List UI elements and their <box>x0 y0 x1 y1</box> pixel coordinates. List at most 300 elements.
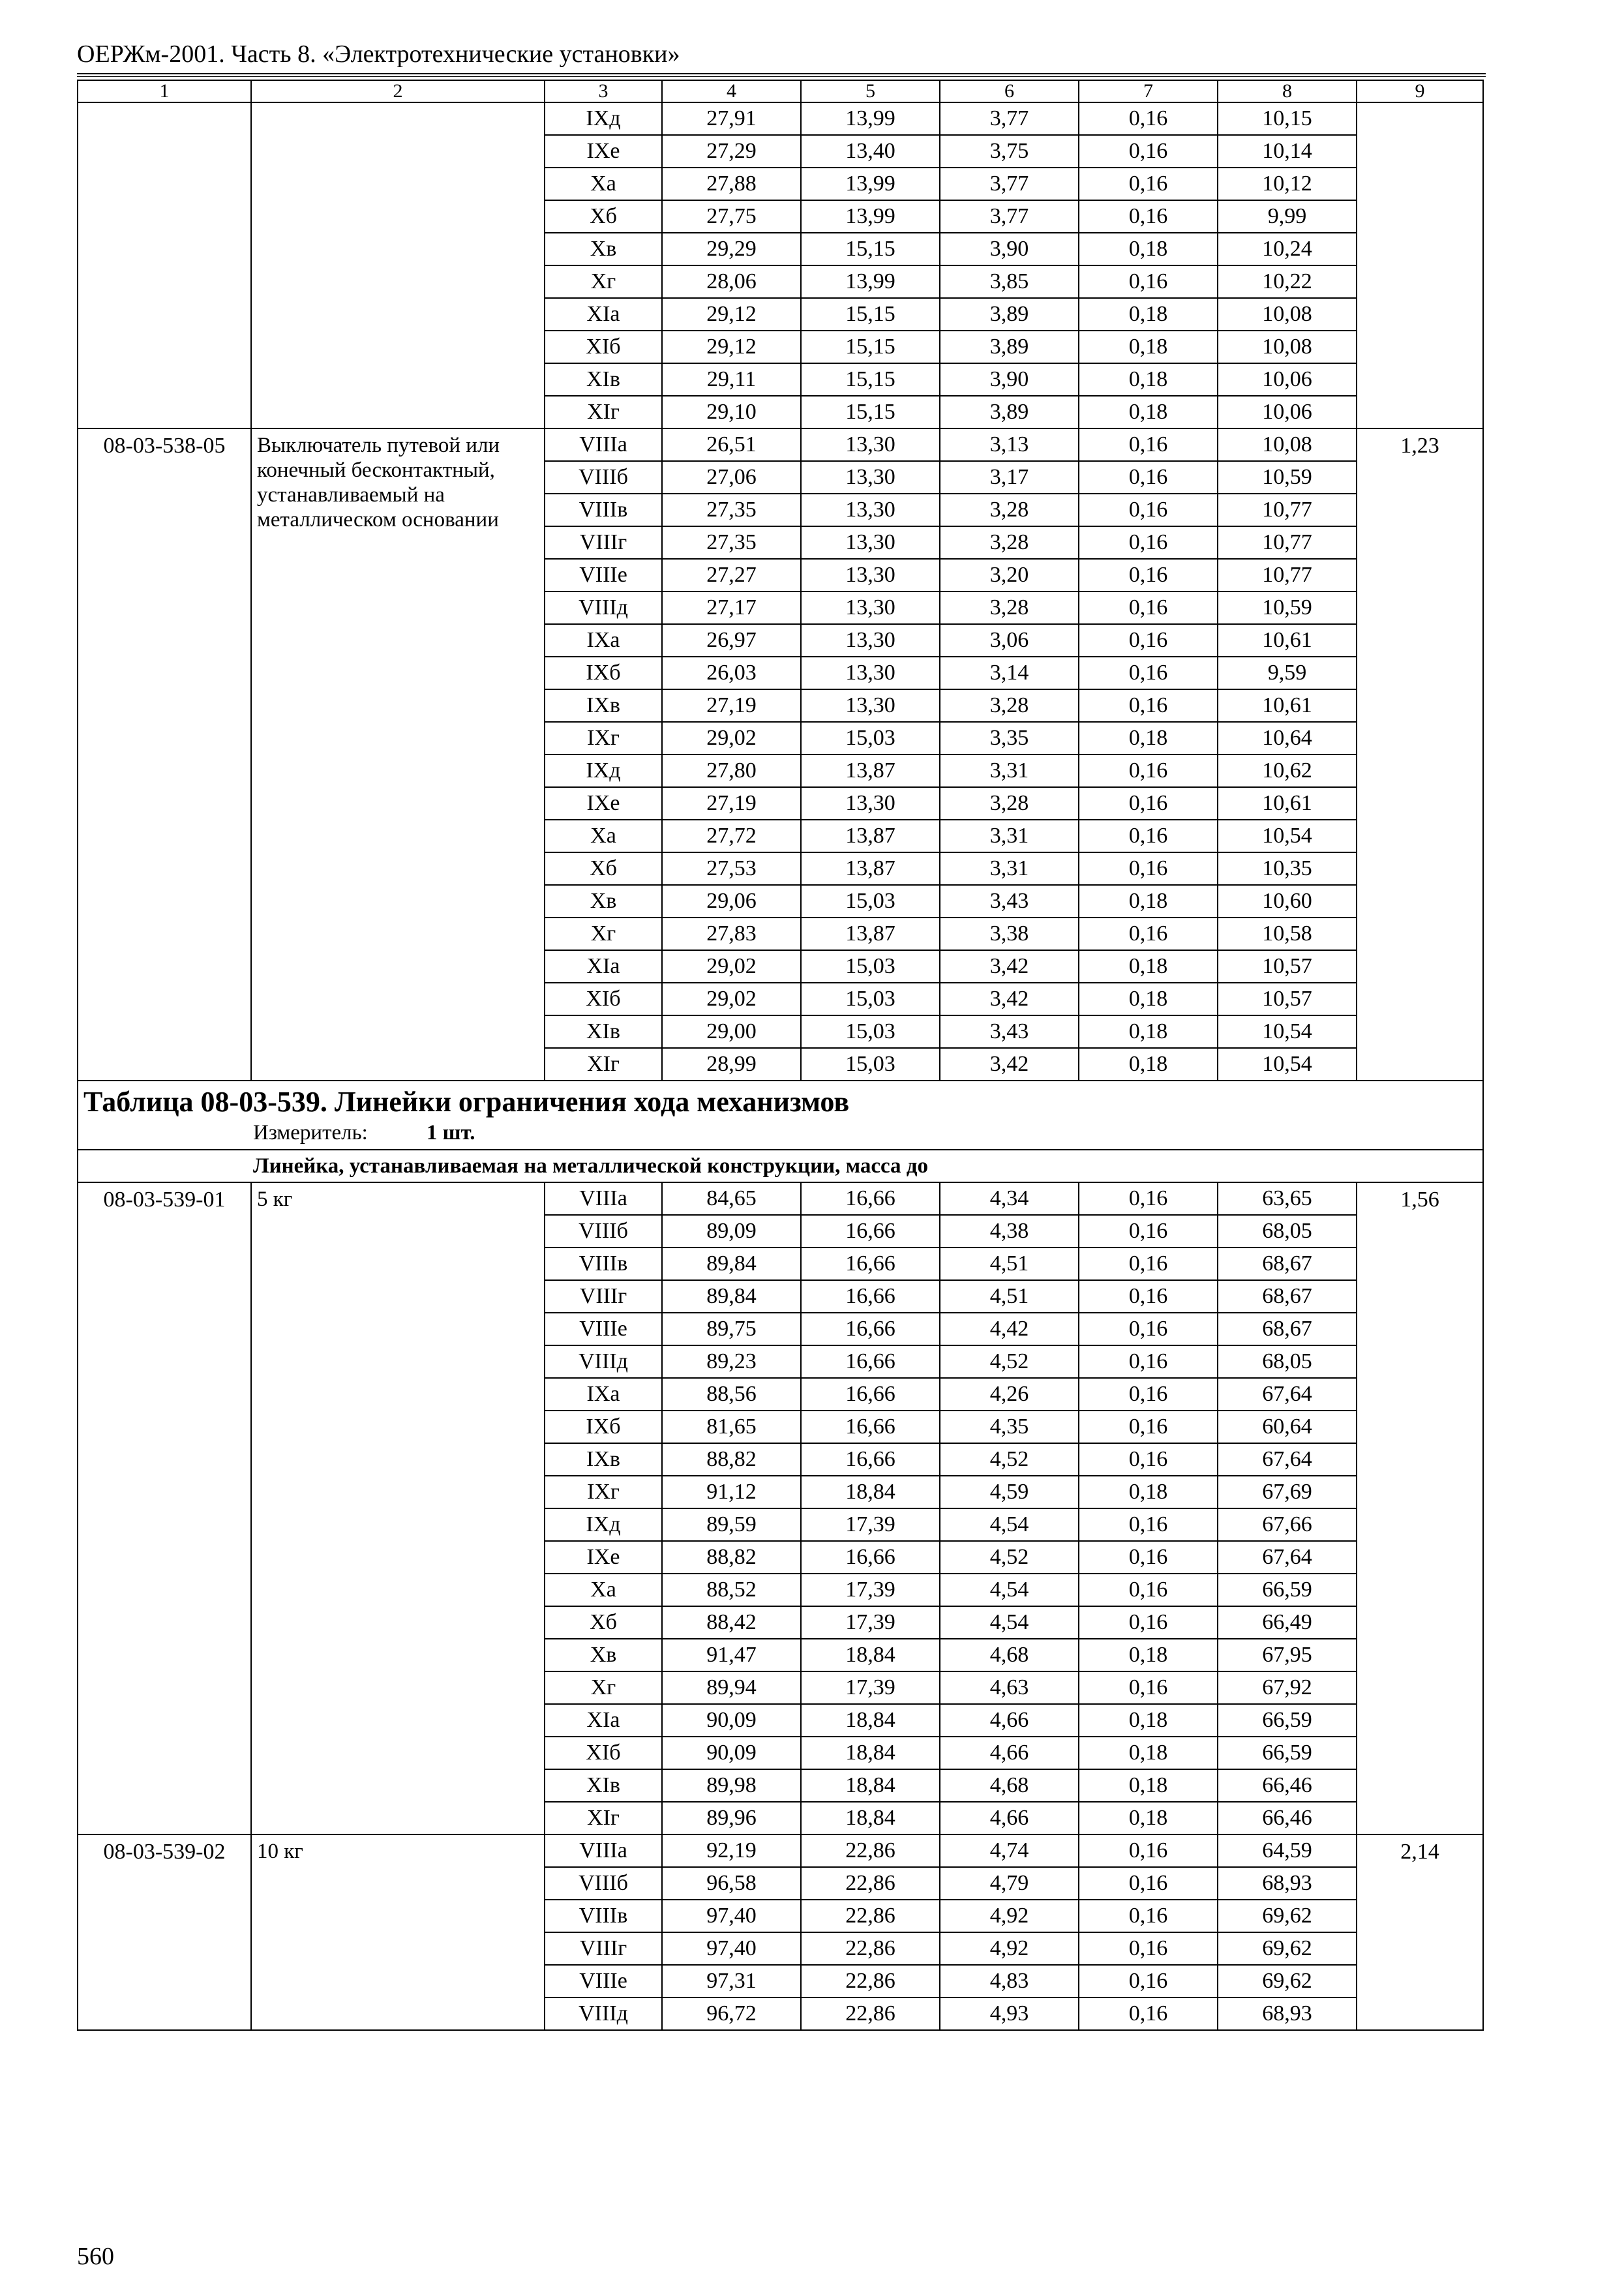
value-cell: 0,16 <box>1079 1965 1218 1997</box>
column-number: 2 <box>251 80 545 102</box>
zone-cell: XIг <box>545 1048 662 1081</box>
zone-cell: VIIIд <box>545 1997 662 2030</box>
zone-cell: Xг <box>545 918 662 950</box>
zone-cell: VIIIб <box>545 1215 662 1248</box>
value-cell: 17,39 <box>801 1508 940 1541</box>
value-cell: 16,66 <box>801 1411 940 1443</box>
value-cell: 15,03 <box>801 1015 940 1048</box>
value-cell: 10,14 <box>1218 135 1357 168</box>
column-number-row <box>78 80 1483 102</box>
value-cell: 0,16 <box>1079 1900 1218 1932</box>
zone-cell: Xa <box>545 168 662 200</box>
value-cell: 0,16 <box>1079 1215 1218 1248</box>
value-cell: 3,85 <box>940 265 1079 298</box>
value-cell: 16,66 <box>801 1443 940 1476</box>
subheading: Линейка, устанавливаемая на металлической конструкции, масса до <box>78 1150 1483 1182</box>
zone-cell: IXг <box>545 1476 662 1508</box>
value-cell: 4,66 <box>940 1704 1079 1737</box>
value-cell: 0,16 <box>1079 526 1218 559</box>
zone-cell: IXд <box>545 1508 662 1541</box>
value-cell: 0,16 <box>1079 265 1218 298</box>
zone-cell: XIб <box>545 983 662 1015</box>
zone-cell: XIб <box>545 331 662 363</box>
col9-value: 1,23 <box>1357 428 1483 1081</box>
section-header-row <box>78 1081 1483 1150</box>
column-number: 6 <box>940 80 1079 102</box>
value-cell: 0,16 <box>1079 1834 1218 1867</box>
value-cell: 88,42 <box>662 1606 801 1639</box>
value-cell: 0,18 <box>1079 1737 1218 1769</box>
value-cell: 0,18 <box>1079 331 1218 363</box>
zone-cell: VIIIг <box>545 1932 662 1965</box>
zone-cell: VIIIa <box>545 428 662 461</box>
zone-cell: XIв <box>545 1769 662 1802</box>
value-cell: 4,38 <box>940 1215 1079 1248</box>
zone-cell: IXд <box>545 102 662 135</box>
value-cell: 68,93 <box>1218 1867 1357 1900</box>
value-cell: 15,15 <box>801 363 940 396</box>
value-cell: 22,86 <box>801 1965 940 1997</box>
value-cell: 3,14 <box>940 657 1079 689</box>
value-cell: 0,16 <box>1079 755 1218 787</box>
value-cell: 3,38 <box>940 918 1079 950</box>
value-cell: 15,03 <box>801 983 940 1015</box>
value-cell: 66,59 <box>1218 1574 1357 1606</box>
value-cell: 10,08 <box>1218 428 1357 461</box>
value-cell: 3,89 <box>940 331 1079 363</box>
table-row <box>78 428 1483 461</box>
value-cell: 0,18 <box>1079 1769 1218 1802</box>
value-cell: 67,66 <box>1218 1508 1357 1541</box>
value-cell: 15,03 <box>801 1048 940 1081</box>
column-number: 8 <box>1218 80 1357 102</box>
value-cell: 89,23 <box>662 1345 801 1378</box>
item-code: 08-03-539-01 <box>78 1182 251 1834</box>
zone-cell: XIг <box>545 1802 662 1834</box>
value-cell: 4,59 <box>940 1476 1079 1508</box>
value-cell: 10,59 <box>1218 591 1357 624</box>
value-cell: 3,28 <box>940 494 1079 526</box>
zone-cell: Xв <box>545 1639 662 1671</box>
column-number: 1 <box>78 80 251 102</box>
value-cell: 0,16 <box>1079 1248 1218 1280</box>
rates-table <box>77 80 1484 2031</box>
zone-cell: IXe <box>545 1541 662 1574</box>
value-cell: 13,30 <box>801 689 940 722</box>
value-cell: 3,77 <box>940 168 1079 200</box>
value-cell: 16,66 <box>801 1182 940 1215</box>
value-cell: 0,16 <box>1079 200 1218 233</box>
zone-cell: IXг <box>545 722 662 755</box>
value-cell: 96,58 <box>662 1867 801 1900</box>
value-cell: 89,96 <box>662 1802 801 1834</box>
value-cell: 10,57 <box>1218 983 1357 1015</box>
value-cell: 3,42 <box>940 1048 1079 1081</box>
value-cell: 3,28 <box>940 591 1079 624</box>
subheading-row <box>78 1150 1483 1182</box>
value-cell: 4,68 <box>940 1639 1079 1671</box>
column-number: 5 <box>801 80 940 102</box>
value-cell: 16,66 <box>801 1541 940 1574</box>
value-cell: 29,10 <box>662 396 801 428</box>
value-cell: 0,16 <box>1079 918 1218 950</box>
value-cell: 88,52 <box>662 1574 801 1606</box>
zone-cell: Xв <box>545 885 662 918</box>
zone-cell: IXв <box>545 1443 662 1476</box>
value-cell: 0,16 <box>1079 591 1218 624</box>
zone-cell: XIa <box>545 1704 662 1737</box>
page-header <box>77 39 1486 77</box>
zone-cell: Xб <box>545 852 662 885</box>
value-cell: 91,47 <box>662 1639 801 1671</box>
value-cell: 29,00 <box>662 1015 801 1048</box>
value-cell: 66,59 <box>1218 1704 1357 1737</box>
value-cell: 27,75 <box>662 200 801 233</box>
zone-cell: VIIIa <box>545 1834 662 1867</box>
value-cell: 66,46 <box>1218 1769 1357 1802</box>
value-cell: 27,19 <box>662 787 801 820</box>
zone-cell: VIIIв <box>545 494 662 526</box>
value-cell: 88,56 <box>662 1378 801 1411</box>
value-cell: 29,02 <box>662 983 801 1015</box>
value-cell: 0,16 <box>1079 461 1218 494</box>
value-cell: 29,12 <box>662 331 801 363</box>
value-cell: 92,19 <box>662 1834 801 1867</box>
value-cell: 28,06 <box>662 265 801 298</box>
zone-cell: VIIIд <box>545 591 662 624</box>
value-cell: 4,52 <box>940 1541 1079 1574</box>
value-cell: 68,67 <box>1218 1248 1357 1280</box>
value-cell: 27,35 <box>662 494 801 526</box>
value-cell: 88,82 <box>662 1541 801 1574</box>
table-row <box>78 1834 1483 1867</box>
zone-cell: Xб <box>545 1606 662 1639</box>
value-cell: 69,62 <box>1218 1965 1357 1997</box>
value-cell: 29,29 <box>662 233 801 265</box>
value-cell: 4,52 <box>940 1345 1079 1378</box>
value-cell: 10,54 <box>1218 1048 1357 1081</box>
value-cell: 17,39 <box>801 1606 940 1639</box>
value-cell: 10,15 <box>1218 102 1357 135</box>
zone-cell: VIIIб <box>545 461 662 494</box>
value-cell: 27,35 <box>662 526 801 559</box>
value-cell: 3,28 <box>940 526 1079 559</box>
value-cell: 0,16 <box>1079 1541 1218 1574</box>
value-cell: 0,16 <box>1079 1932 1218 1965</box>
value-cell: 4,66 <box>940 1737 1079 1769</box>
zone-cell: XIa <box>545 298 662 331</box>
value-cell: 0,18 <box>1079 885 1218 918</box>
value-cell: 15,03 <box>801 950 940 983</box>
value-cell: 13,40 <box>801 135 940 168</box>
value-cell: 0,16 <box>1079 428 1218 461</box>
value-cell: 67,69 <box>1218 1476 1357 1508</box>
value-cell: 0,16 <box>1079 135 1218 168</box>
value-cell: 0,18 <box>1079 363 1218 396</box>
value-cell: 64,59 <box>1218 1834 1357 1867</box>
value-cell: 0,18 <box>1079 233 1218 265</box>
value-cell: 63,65 <box>1218 1182 1357 1215</box>
column-number: 7 <box>1079 80 1218 102</box>
zone-cell: VIIIe <box>545 1965 662 1997</box>
value-cell: 13,30 <box>801 461 940 494</box>
value-cell: 89,84 <box>662 1248 801 1280</box>
header-rule <box>77 73 1486 74</box>
value-cell: 4,42 <box>940 1313 1079 1345</box>
value-cell: 3,89 <box>940 298 1079 331</box>
measure-value: 1 шт. <box>426 1121 475 1144</box>
value-cell: 0,18 <box>1079 722 1218 755</box>
value-cell: 27,72 <box>662 820 801 852</box>
value-cell: 29,11 <box>662 363 801 396</box>
header-rule-thin <box>77 76 1486 77</box>
value-cell: 13,87 <box>801 820 940 852</box>
value-cell: 4,63 <box>940 1671 1079 1704</box>
item-code <box>78 102 251 428</box>
value-cell: 22,86 <box>801 1932 940 1965</box>
value-cell: 97,40 <box>662 1900 801 1932</box>
value-cell: 0,16 <box>1079 1574 1218 1606</box>
value-cell: 97,31 <box>662 1965 801 1997</box>
value-cell: 0,18 <box>1079 396 1218 428</box>
value-cell: 18,84 <box>801 1639 940 1671</box>
value-cell: 89,09 <box>662 1215 801 1248</box>
value-cell: 22,86 <box>801 1997 940 2030</box>
value-cell: 15,03 <box>801 885 940 918</box>
value-cell: 16,66 <box>801 1378 940 1411</box>
value-cell: 0,16 <box>1079 1280 1218 1313</box>
value-cell: 0,16 <box>1079 1997 1218 2030</box>
value-cell: 3,31 <box>940 820 1079 852</box>
value-cell: 67,64 <box>1218 1541 1357 1574</box>
value-cell: 4,68 <box>940 1769 1079 1802</box>
value-cell: 69,62 <box>1218 1900 1357 1932</box>
value-cell: 10,61 <box>1218 787 1357 820</box>
zone-cell: VIIIв <box>545 1248 662 1280</box>
value-cell: 13,30 <box>801 591 940 624</box>
value-cell: 3,77 <box>940 102 1079 135</box>
value-cell: 4,26 <box>940 1378 1079 1411</box>
value-cell: 16,66 <box>801 1248 940 1280</box>
value-cell: 13,99 <box>801 168 940 200</box>
zone-cell: IXe <box>545 787 662 820</box>
value-cell: 26,03 <box>662 657 801 689</box>
value-cell: 4,92 <box>940 1932 1079 1965</box>
value-cell: 3,31 <box>940 852 1079 885</box>
value-cell: 4,35 <box>940 1411 1079 1443</box>
value-cell: 3,43 <box>940 1015 1079 1048</box>
value-cell: 66,59 <box>1218 1737 1357 1769</box>
value-cell: 29,12 <box>662 298 801 331</box>
value-cell: 0,18 <box>1079 1015 1218 1048</box>
zone-cell: VIIIб <box>545 1867 662 1900</box>
value-cell: 69,62 <box>1218 1932 1357 1965</box>
value-cell: 10,12 <box>1218 168 1357 200</box>
value-cell: 27,91 <box>662 102 801 135</box>
value-cell: 10,62 <box>1218 755 1357 787</box>
value-cell: 15,15 <box>801 396 940 428</box>
value-cell: 15,15 <box>801 298 940 331</box>
value-cell: 10,60 <box>1218 885 1357 918</box>
value-cell: 4,93 <box>940 1997 1079 2030</box>
value-cell: 0,16 <box>1079 1508 1218 1541</box>
item-name: 10 кг <box>251 1834 545 2030</box>
zone-cell: Xг <box>545 1671 662 1704</box>
value-cell: 3,42 <box>940 983 1079 1015</box>
value-cell: 3,89 <box>940 396 1079 428</box>
value-cell: 3,77 <box>940 200 1079 233</box>
zone-cell: XIб <box>545 1737 662 1769</box>
value-cell: 10,24 <box>1218 233 1357 265</box>
value-cell: 4,66 <box>940 1802 1079 1834</box>
zone-cell: Xa <box>545 820 662 852</box>
value-cell: 0,16 <box>1079 852 1218 885</box>
zone-cell: VIIIг <box>545 1280 662 1313</box>
value-cell: 13,87 <box>801 755 940 787</box>
value-cell: 10,61 <box>1218 624 1357 657</box>
value-cell: 3,28 <box>940 787 1079 820</box>
value-cell: 67,95 <box>1218 1639 1357 1671</box>
value-cell: 96,72 <box>662 1997 801 2030</box>
value-cell: 10,77 <box>1218 526 1357 559</box>
value-cell: 3,20 <box>940 559 1079 591</box>
value-cell: 67,92 <box>1218 1671 1357 1704</box>
value-cell: 13,30 <box>801 526 940 559</box>
zone-cell: VIIIe <box>545 559 662 591</box>
value-cell: 3,28 <box>940 689 1079 722</box>
col9-value: 2,14 <box>1357 1834 1483 2030</box>
value-cell: 0,16 <box>1079 1606 1218 1639</box>
value-cell: 97,40 <box>662 1932 801 1965</box>
value-cell: 27,80 <box>662 755 801 787</box>
value-cell: 0,16 <box>1079 1313 1218 1345</box>
value-cell: 3,90 <box>940 363 1079 396</box>
zone-cell: Xг <box>545 265 662 298</box>
value-cell: 0,16 <box>1079 1182 1218 1215</box>
value-cell: 0,16 <box>1079 689 1218 722</box>
value-cell: 13,99 <box>801 265 940 298</box>
section-title: Таблица 08-03-539. Линейки ограничения хода механизмов <box>83 1086 850 1118</box>
zone-cell: VIIIв <box>545 1900 662 1932</box>
item-name: Выключатель путевой или конечный бесконтактный, устанавливаемый на металлическом основании <box>251 428 545 1081</box>
value-cell: 27,53 <box>662 852 801 885</box>
value-cell: 26,97 <box>662 624 801 657</box>
value-cell: 0,16 <box>1079 494 1218 526</box>
value-cell: 3,90 <box>940 233 1079 265</box>
value-cell: 13,30 <box>801 494 940 526</box>
value-cell: 3,06 <box>940 624 1079 657</box>
zone-cell: IXд <box>545 755 662 787</box>
value-cell: 68,05 <box>1218 1215 1357 1248</box>
zone-cell: VIIIa <box>545 1182 662 1215</box>
value-cell: 4,54 <box>940 1606 1079 1639</box>
value-cell: 3,31 <box>940 755 1079 787</box>
value-cell: 28,99 <box>662 1048 801 1081</box>
value-cell: 0,16 <box>1079 1345 1218 1378</box>
item-code: 08-03-538-05 <box>78 428 251 1081</box>
item-code: 08-03-539-02 <box>78 1834 251 2030</box>
section-header <box>78 1081 1483 1150</box>
value-cell: 15,15 <box>801 233 940 265</box>
value-cell: 13,30 <box>801 428 940 461</box>
table-row <box>78 1182 1483 1215</box>
value-cell: 3,35 <box>940 722 1079 755</box>
value-cell: 22,86 <box>801 1900 940 1932</box>
value-cell: 0,16 <box>1079 1378 1218 1411</box>
value-cell: 10,57 <box>1218 950 1357 983</box>
value-cell: 9,59 <box>1218 657 1357 689</box>
value-cell: 18,84 <box>801 1769 940 1802</box>
value-cell: 0,18 <box>1079 1639 1218 1671</box>
col9-value: 1,56 <box>1357 1182 1483 1834</box>
column-number: 4 <box>662 80 801 102</box>
value-cell: 0,18 <box>1079 1802 1218 1834</box>
value-cell: 4,54 <box>940 1574 1079 1606</box>
value-cell: 13,87 <box>801 852 940 885</box>
zone-cell: IXa <box>545 624 662 657</box>
value-cell: 10,61 <box>1218 689 1357 722</box>
zone-cell: VIIIд <box>545 1345 662 1378</box>
zone-cell: XIв <box>545 363 662 396</box>
zone-cell: IXe <box>545 135 662 168</box>
item-name <box>251 102 545 428</box>
value-cell: 27,27 <box>662 559 801 591</box>
value-cell: 29,02 <box>662 950 801 983</box>
value-cell: 27,83 <box>662 918 801 950</box>
value-cell: 29,06 <box>662 885 801 918</box>
item-name: 5 кг <box>251 1182 545 1834</box>
value-cell: 90,09 <box>662 1704 801 1737</box>
zone-cell: IXв <box>545 689 662 722</box>
value-cell: 4,79 <box>940 1867 1079 1900</box>
value-cell: 3,13 <box>940 428 1079 461</box>
value-cell: 27,88 <box>662 168 801 200</box>
zone-cell: IXб <box>545 1411 662 1443</box>
zone-cell: Xб <box>545 200 662 233</box>
value-cell: 0,16 <box>1079 168 1218 200</box>
value-cell: 0,18 <box>1079 950 1218 983</box>
value-cell: 27,19 <box>662 689 801 722</box>
value-cell: 0,18 <box>1079 1476 1218 1508</box>
zone-cell: XIг <box>545 396 662 428</box>
zone-cell: IXб <box>545 657 662 689</box>
value-cell: 60,64 <box>1218 1411 1357 1443</box>
value-cell: 13,87 <box>801 918 940 950</box>
value-cell: 0,16 <box>1079 559 1218 591</box>
value-cell: 13,99 <box>801 200 940 233</box>
value-cell: 66,49 <box>1218 1606 1357 1639</box>
page-number: 560 <box>77 2243 114 2270</box>
value-cell: 0,16 <box>1079 102 1218 135</box>
column-number: 3 <box>545 80 662 102</box>
value-cell: 4,52 <box>940 1443 1079 1476</box>
value-cell: 66,46 <box>1218 1802 1357 1834</box>
value-cell: 13,30 <box>801 559 940 591</box>
value-cell: 17,39 <box>801 1671 940 1704</box>
value-cell: 10,08 <box>1218 331 1357 363</box>
value-cell: 10,77 <box>1218 494 1357 526</box>
value-cell: 17,39 <box>801 1574 940 1606</box>
value-cell: 89,75 <box>662 1313 801 1345</box>
value-cell: 0,16 <box>1079 1671 1218 1704</box>
value-cell: 16,66 <box>801 1280 940 1313</box>
value-cell: 10,54 <box>1218 1015 1357 1048</box>
value-cell: 4,83 <box>940 1965 1079 1997</box>
value-cell: 67,64 <box>1218 1443 1357 1476</box>
value-cell: 26,51 <box>662 428 801 461</box>
measure-label: Измеритель: <box>253 1121 368 1144</box>
value-cell: 27,17 <box>662 591 801 624</box>
